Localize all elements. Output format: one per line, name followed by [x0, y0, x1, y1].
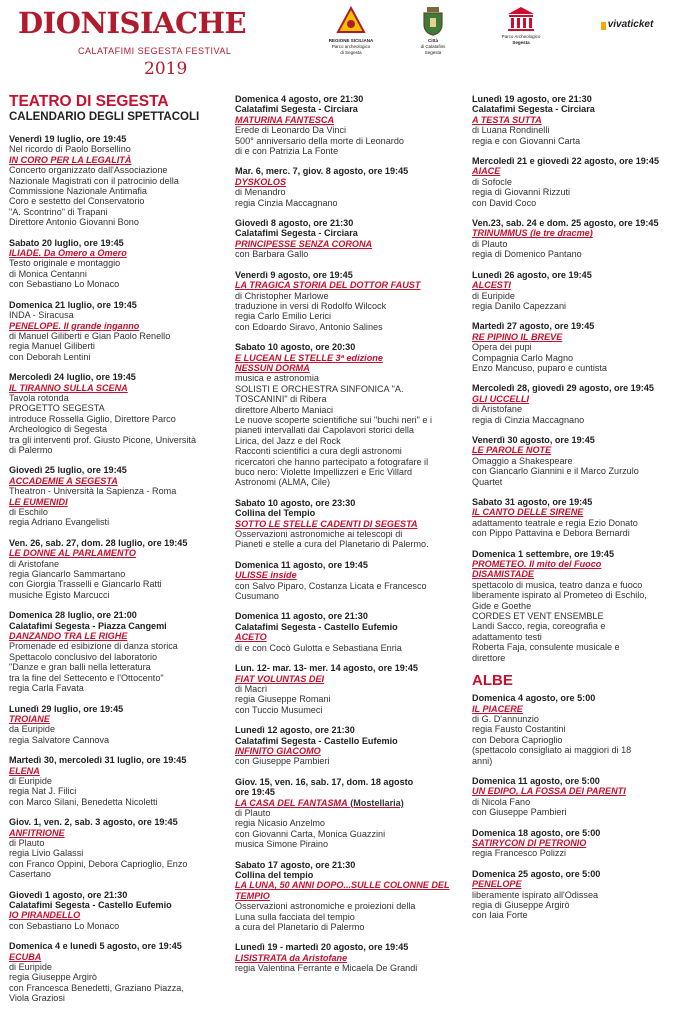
- event-date: Domenica 21 luglio, ore 19:45: [9, 299, 137, 310]
- event-detail: Racconti scientifici a cura degli astronomi: [235, 446, 402, 457]
- event-date: Giovedì 1 agosto, ore 21:30: [9, 889, 128, 900]
- event-item: [472, 549, 672, 663]
- event-item: [235, 94, 467, 156]
- sponsor-line: Parco Archeologico: [501, 34, 541, 39]
- festival-header: [0, 0, 678, 90]
- event-title: RE PIPINO IL BREVE: [472, 331, 563, 342]
- event-detail: tra gli interventi prof. Giusto Picone, Università: [9, 434, 197, 445]
- event-title: ALCESTI: [472, 280, 511, 291]
- event-detail: Compagnia Carlo Magno: [472, 352, 574, 363]
- event-item: [472, 776, 672, 818]
- event-item: [235, 498, 467, 550]
- event-title: ACETO: [235, 632, 267, 643]
- event-detail: regia Livio Galassi: [9, 848, 84, 859]
- event-detail: Omaggio a Shakespeare: [472, 455, 573, 466]
- event-venue: Calatafimi Segesta - Circiara: [235, 228, 358, 239]
- event-detail: di Euripide: [9, 775, 52, 786]
- event-venue: Calatafimi Segesta - Castello Eufemio: [235, 735, 398, 746]
- event-date: Domenica 11 agosto, ore 19:45: [235, 559, 368, 570]
- event-detail: PROGETTO SEGESTA: [9, 403, 105, 414]
- event-venue: Calatafimi Segesta - Circiara: [235, 104, 358, 115]
- event-detail: Pianeti e stelle a cura del Planetario di Palermo.: [235, 539, 429, 550]
- event-item: [235, 942, 467, 973]
- event-detail: Casertano: [9, 869, 51, 880]
- event-title: FIAT VOLUNTAS DEI: [235, 673, 325, 684]
- event-detail: a cura del Planetario di Palermo: [235, 922, 365, 933]
- event-date: Martedì 27 agosto, ore 19:45: [472, 321, 595, 332]
- event-item: [235, 166, 467, 208]
- event-detail: traduzione in versi di Rodolfo Wilcock: [235, 300, 387, 311]
- event-detail: regia Adriano Evangelisti: [9, 517, 110, 528]
- event-title: ANFITRIONE: [9, 827, 65, 838]
- event-detail: con Giancarlo Giannini e il Marco Zurzulo: [472, 466, 639, 477]
- event-date: Domenica 11 agosto, ore 21:30: [235, 611, 368, 622]
- event-detail: di Manuel Giliberti e Gian Paolo Renello: [9, 330, 171, 341]
- event-detail: con Debora Caprioglio: [472, 734, 563, 745]
- festival-subtitle: CALATAFIMI SEGESTA FESTIVAL: [78, 46, 232, 56]
- event-title: GLI UCCELLI: [472, 393, 530, 404]
- column-3: [472, 94, 672, 931]
- event-item: [472, 693, 672, 766]
- event-date: Martedì 30, mercoledì 31 luglio, ore 19:45: [9, 755, 187, 766]
- event-date: Mercoledì 28, giovedì 29 agosto, ore 19:45: [472, 383, 654, 394]
- event-detail: Promenade ed esibizione di danza storica: [9, 641, 178, 652]
- event-date: Ven. 26, sab. 27, dom. 28 luglio, ore 19:45: [9, 537, 188, 548]
- event-date: Lunedì 26 agosto, ore 19:45: [472, 269, 592, 280]
- event-title: ILIADE. Da Omero a Omero: [9, 248, 127, 259]
- event-title: TRINUMMUS (le tre dracme): [472, 228, 593, 239]
- event-detail: con Marco Silani, Benedetta Nicoletti: [9, 796, 158, 807]
- event-title: IN CORO PER LA LEGALITÀ: [9, 154, 132, 165]
- event-title-suffix: (Mostellaria): [347, 797, 404, 808]
- event-detail: regia di Giovanni Rizzuti: [472, 187, 571, 198]
- sponsor-vivaticket: [598, 19, 656, 31]
- event-detail: musiche Egisto Marcucci: [9, 589, 110, 600]
- event-title: LE PAROLE NOTE: [472, 445, 552, 456]
- event-detail: regia Giancarlo Sammartano: [9, 569, 126, 580]
- event-list: [9, 134, 231, 1004]
- event-date: Domenica 25 agosto, ore 5:00: [472, 868, 601, 879]
- event-detail: musica e astronomia: [235, 373, 319, 384]
- event-item: [235, 860, 467, 933]
- event-item: [9, 890, 231, 932]
- event-detail: con Iaia Forte: [472, 910, 528, 921]
- event-venue: Collina del Tempio: [235, 508, 316, 519]
- section-subtitle: CALENDARIO DEGLI SPETTACOLI: [9, 111, 200, 123]
- event-title: DYSKOLOS: [235, 176, 287, 187]
- event-detail: di G. D'annunzio: [472, 713, 539, 724]
- event-detail: Quartet: [472, 476, 503, 487]
- event-date: Domenica 18 agosto, ore 5:00: [472, 827, 601, 838]
- event-detail: regia Nat J. Filici: [9, 786, 77, 797]
- event-detail: di Christopher Marlowe: [235, 290, 329, 301]
- event-detail: regia Salvatore Cannova: [9, 734, 110, 745]
- column-2: [235, 94, 467, 984]
- event-date: Ven.23, sab. 24 e dom. 25 agosto, ore 19:45: [472, 218, 659, 229]
- event-detail: di Menandro: [235, 187, 286, 198]
- event-detail: di Plauto: [235, 807, 271, 818]
- event-item: [472, 270, 672, 312]
- event-date: Domenica 4 agosto, ore 5:00: [472, 693, 596, 704]
- event-date: Mercoledì 24 luglio, ore 19:45: [9, 372, 136, 383]
- event-item: [472, 869, 672, 921]
- event-title: DISAMISTADE: [472, 569, 534, 580]
- event-detail: con Deborah Lentini: [9, 351, 91, 362]
- event-detail: di Luana Rondinelli: [472, 125, 550, 136]
- event-detail: adattamento teatrale e regia Ezio Donato: [472, 517, 638, 528]
- event-date: Sabato 10 agosto, ore 23:30: [235, 497, 356, 508]
- event-detail: spettacolo di musica, teatro danza e fuoco: [472, 579, 643, 590]
- event-detail: anni): [472, 755, 493, 766]
- event-title: LA LUNA, 50 ANNI DOPO...SULLE COLONNE DEL TEMPIO: [235, 880, 450, 901]
- event-date: Sabato 31 agosto, ore 19:45: [472, 497, 593, 507]
- event-detail: ricercatori che hanno partecipato a fotografare il: [235, 456, 429, 467]
- event-detail: Opera dei pupi: [472, 342, 532, 353]
- event-detail: CORDES ET VENT ENSEMBLE: [472, 611, 604, 622]
- event-detail: Erede di Leonardo Da Vinci: [235, 125, 347, 136]
- event-detail: con Giorgia Trasselli e Giancarlo Ratti: [9, 579, 162, 590]
- event-detail: Osservazioni astronomiche e proiezioni della: [235, 901, 416, 912]
- event-detail: regia e con Giovanni Carta: [472, 135, 581, 146]
- albe-section-title: ALBE: [472, 672, 513, 690]
- parco-segesta-temple-icon: [507, 6, 535, 32]
- event-detail: Landi Sacco, regia, coreografia e: [472, 621, 606, 632]
- event-detail: di Palermo: [9, 444, 53, 455]
- event-item: [472, 156, 672, 208]
- event-item: [472, 218, 672, 260]
- event-title: IO PIRANDELLO: [9, 910, 81, 921]
- event-detail: direttore: [472, 652, 506, 663]
- event-date: Venerdì 9 agosto, ore 19:45: [235, 269, 353, 280]
- event-item: [9, 817, 231, 879]
- event-detail: regia di Cinzia Maccagnano: [472, 414, 585, 425]
- event-detail: con Sebastiano Lo Monaco: [9, 279, 120, 290]
- event-item: [9, 238, 231, 290]
- event-date: Domenica 1 settembre, ore 19:45: [472, 548, 615, 559]
- albe-event-list: [472, 693, 672, 921]
- event-detail: regia Manuel Giliberti: [9, 341, 95, 352]
- event-date: Lunedì 19 - martedì 20 agosto, ore 19:45: [235, 942, 409, 953]
- sponsor-line: Parco archeologico: [331, 44, 371, 49]
- event-detail: Astronomi (ALMA, Cile): [235, 477, 331, 488]
- event-item: [9, 704, 231, 746]
- event-detail: regia Danilo Capezzani: [472, 300, 567, 311]
- event-title: AIACE: [472, 166, 501, 177]
- event-detail: "Danze e gran balli nella letteratura: [9, 662, 151, 673]
- event-detail: INDA - Siracusa: [9, 310, 74, 321]
- event-date: Sabato 20 luglio, ore 19:45: [9, 237, 124, 248]
- event-date: Giov. 1, ven. 2, sab. 3 agosto, ore 19:45: [9, 817, 178, 828]
- event-detail: regia Carla Favata: [9, 683, 84, 694]
- event-item: [235, 777, 467, 850]
- sponsor-line: Segesta: [512, 40, 530, 45]
- event-date: Lunedì 12 agosto, ore 21:30: [235, 725, 355, 736]
- festival-name: DIONISIACHE: [18, 6, 247, 40]
- event-detail: Gide e Goethe: [472, 600, 532, 611]
- event-detail: Coro e sestetto del Conservatorio: [9, 196, 145, 207]
- event-item: [472, 94, 672, 146]
- event-detail: Enzo Mancuso, puparo e cuntista: [472, 362, 607, 373]
- event-detail: di Sofocle: [472, 176, 512, 187]
- event-item: [235, 663, 467, 715]
- event-item: [235, 342, 467, 488]
- event-title: LA TRAGICA STORIA DEL DOTTOR FAUST: [235, 280, 421, 291]
- event-item: [235, 270, 467, 332]
- event-title: LE EUMENIDI: [9, 496, 68, 507]
- event-detail: con Salvo Piparo, Costanza Licata e Francesco: [235, 580, 427, 591]
- event-venue: Collina del tempio: [235, 870, 314, 880]
- sponsor-line: di Calatafimi: [420, 44, 446, 49]
- event-detail: Concerto organizzato dall'Associazione: [9, 165, 168, 176]
- event-date: Domenica 11 agosto, ore 5:00: [472, 775, 600, 786]
- event-detail: liberamente ispirato all'Odissea: [472, 889, 599, 900]
- event-detail: di Monica Centanni: [9, 268, 87, 279]
- event-date: Lunedì 19 agosto, ore 21:30: [472, 94, 592, 104]
- regione-siciliana-logo-icon: [336, 6, 366, 36]
- sponsor-line: Segesta: [424, 50, 442, 55]
- event-item: [472, 497, 672, 539]
- event-date: Lun. 12- mar. 13- mer. 14 agosto, ore 19:45: [235, 663, 418, 674]
- sponsor-calatafimi: [410, 6, 456, 56]
- event-detail: regia di Giuseppe Argirò: [472, 900, 570, 910]
- event-detail: Nel ricordo di Paolo Borsellino: [9, 144, 131, 155]
- event-detail: TOSCANINI" di Ribera: [235, 394, 327, 405]
- event-detail: Le nuove scoperte scientifiche sui "buchi neri" e i: [235, 414, 433, 425]
- event-detail: pianeti intervallati dai Capolavori storici della: [235, 425, 414, 436]
- event-item: [9, 300, 231, 362]
- event-title: UN EDIPO, LA FOSSA DEI PARENTI: [472, 786, 626, 797]
- event-title: ACCADEMIE A SEGESTA: [9, 475, 118, 486]
- event-detail: 500° anniversario della morte di Leonardo: [235, 135, 404, 146]
- event-title: ECUBA: [9, 951, 42, 962]
- event-detail: di Plauto: [9, 837, 45, 848]
- event-item: [9, 755, 231, 807]
- sponsor-parco-segesta: [496, 6, 546, 46]
- vivaticket-label: vivaticket: [607, 19, 654, 31]
- event-detail: con Edoardo Siravo, Antonio Salines: [235, 321, 383, 332]
- event-detail: con Tuccio Musumeci: [235, 704, 323, 715]
- event-item: [9, 372, 231, 455]
- event-title: IL CANTO DELLE SIRENE: [472, 507, 584, 518]
- event-item: [235, 560, 467, 602]
- event-venue: ore 19:45: [235, 787, 275, 798]
- event-venue: Calatafimi Segesta - Piazza Cangemi: [9, 620, 167, 631]
- event-detail: Spettacolo conclusivo del laboratorio: [9, 651, 158, 662]
- event-detail: Cusumano: [235, 591, 279, 602]
- event-list: [235, 94, 467, 974]
- event-detail: di Aristofane: [472, 404, 523, 415]
- event-date: Domenica 4 agosto, ore 21:30: [235, 94, 364, 104]
- event-item: [235, 725, 467, 767]
- event-detail: Testo originale e montaggio: [9, 258, 121, 269]
- event-title: PENELOPE. Il grande inganno: [9, 320, 140, 331]
- event-detail: con Francesca Benedetti, Graziano Piazza,: [9, 982, 184, 993]
- event-detail: regia Nicasio Anzelmo: [235, 818, 325, 829]
- event-detail: regia Giuseppe Romani: [235, 694, 331, 705]
- event-detail: di Plauto: [472, 238, 508, 249]
- event-detail: di Euripide: [472, 290, 515, 301]
- sponsor-regione-siciliana: [318, 6, 384, 56]
- event-detail: regia Valentina Ferrante e Micaela De Grandi: [235, 963, 418, 974]
- event-date: Domenica 28 luglio, ore 21:00: [9, 610, 137, 621]
- event-item: [472, 321, 672, 373]
- event-detail: liberamente ispirato al Prometeo di Eschilo,: [472, 590, 647, 601]
- event-detail: di Euripide: [9, 962, 52, 973]
- event-detail: di Macrì: [235, 683, 268, 694]
- event-date: Sabato 10 agosto, ore 20:30: [235, 342, 356, 353]
- event-title: ULISSE inside: [235, 570, 297, 581]
- event-date: Venerdì 19 luglio, ore 19:45: [9, 134, 127, 144]
- event-title: SATIRYCON DI PETRONIO: [472, 837, 587, 848]
- event-detail: tra la fine del Settecento e l'Ottocento": [9, 672, 164, 683]
- event-detail: Nazionale Magistrati con il patrocinio della: [9, 175, 179, 186]
- event-title: ELENA: [9, 765, 40, 776]
- event-detail: con Giuseppe Pambieri: [472, 807, 567, 818]
- event-date: Giovedì 8 agosto, ore 21:30: [235, 218, 354, 229]
- event-detail: con Pippo Pattavina e Debora Bernardi: [472, 528, 630, 539]
- event-detail: di Nicola Fano: [472, 796, 531, 807]
- event-detail: con Giuseppe Pambieri: [235, 756, 330, 767]
- event-detail: regia Francesco Polizzi: [472, 848, 567, 859]
- event-title: INFINITO GIACOMO: [235, 745, 321, 756]
- festival-year: 2019: [144, 59, 188, 79]
- event-detail: Viola Graziosi: [9, 993, 65, 1004]
- event-item: [9, 610, 231, 693]
- event-detail: regia Fausto Costantini: [472, 724, 566, 735]
- sponsor-line: REGIONE SICILIANA: [328, 38, 374, 43]
- event-detail: direttore Alberto Maniaci: [235, 404, 334, 415]
- event-title: LE DONNE AL PARLAMENTO: [9, 548, 136, 559]
- event-item: [472, 383, 672, 425]
- event-date: Giovedì 25 luglio, ore 19:45: [9, 465, 127, 476]
- event-detail: SOLISTI E ORCHESTRA SINFONICA "A.: [235, 383, 404, 394]
- event-detail: con Barbara Gallo: [235, 249, 309, 260]
- event-title: NESSUN DORMA: [235, 362, 310, 373]
- event-detail: con Franco Oppini, Debora Caprioglio, Enzo: [9, 858, 188, 869]
- event-detail: regia Cinzia Maccagnano: [235, 197, 338, 208]
- event-item: [9, 134, 231, 228]
- event-detail: regia Carlo Emilio Lerici: [235, 311, 332, 322]
- event-title: TROIANE: [9, 713, 50, 724]
- event-detail: Osservazioni astronomiche ai telescopi di: [235, 529, 403, 540]
- event-detail: con David Coco: [472, 197, 537, 208]
- event-date: Mercoledì 21 e giovedì 22 agosto, ore 19:45: [472, 156, 659, 167]
- vivaticket-icon: [601, 22, 606, 30]
- event-date: Giov. 15, ven. 16, sab. 17, dom. 18 agosto: [235, 776, 414, 787]
- event-title: LISISTRATA da Aristofane: [235, 952, 348, 963]
- event-item: [235, 218, 467, 260]
- event-date: Venerdì 30 agosto, ore 19:45: [472, 434, 595, 445]
- event-venue: Calatafimi Segesta - Castello Eufemio: [235, 621, 398, 632]
- event-venue: Calatafimi Segesta - Circiara: [472, 104, 595, 115]
- event-venue: Calatafimi Segesta - Castello Eufemio: [9, 900, 172, 910]
- event-detail: Roberta Faja, consulente musicale e: [472, 642, 620, 653]
- event-title: SOTTO LE STELLE CADENTI DI SEGESTA: [235, 518, 418, 529]
- calatafimi-crest-icon: [422, 6, 444, 36]
- event-date: Lunedì 29 luglio, ore 19:45: [9, 703, 124, 714]
- event-detail: regia Giuseppe Argirò: [9, 972, 97, 983]
- event-detail: buco nero: Violette Impellizzeri e Eric Villard: [235, 467, 413, 477]
- event-title: MATURINA FANTESCA: [235, 114, 335, 125]
- event-detail: Commissione Nazionale Antimafia: [9, 186, 147, 197]
- event-item: [9, 465, 231, 527]
- event-detail: Luna sulla facciata del tempio: [235, 911, 355, 922]
- event-list: [472, 94, 672, 663]
- event-title: A TESTA SUTTA: [472, 114, 542, 125]
- event-detail: di e con Patrizia La Fonte: [235, 146, 339, 157]
- event-title: IL PIACERE: [472, 703, 523, 714]
- event-item: [472, 435, 672, 487]
- event-detail: di Eschilo: [9, 507, 48, 517]
- event-item: [9, 538, 231, 600]
- event-detail: con Giovanni Carta, Monica Guazzini: [235, 828, 386, 839]
- event-detail: Direttore Antonio Giovanni Bono: [9, 217, 139, 228]
- event-detail: Archeologico di Segesta: [9, 424, 108, 435]
- event-detail: Theatron - Università la Sapienza - Roma: [9, 486, 177, 497]
- event-detail: regia di Domenico Pantano: [472, 249, 582, 260]
- event-title: E LUCEAN LE STELLE 3ª edizione: [235, 352, 383, 363]
- event-detail: da Euripide: [9, 724, 56, 735]
- event-item: [472, 828, 672, 859]
- section-title: TEATRO DI SEGESTA: [9, 93, 169, 110]
- event-detail: di e con Cocò Gulotta e Sebastiana Enria: [235, 642, 402, 653]
- event-date: Sabato 17 agosto, ore 21:30: [235, 859, 356, 870]
- event-detail: Tavola rotonda: [9, 392, 69, 403]
- event-item: [235, 611, 467, 653]
- event-detail: musica Simone Piraino: [235, 839, 328, 850]
- sponsor-line: di Segesta: [340, 50, 362, 55]
- event-detail: (spettacolo consigliato ai maggiori di 18: [472, 745, 632, 756]
- event-detail: Lirica, del Jazz e del Rock: [235, 435, 341, 446]
- event-detail: di Aristofane: [9, 558, 60, 569]
- event-item: [9, 941, 231, 1003]
- event-detail: "A. Scontrino" di Trapani: [9, 206, 108, 217]
- column-1: [9, 94, 231, 1014]
- event-date: Mar. 6, merc. 7, giov. 8 agosto, ore 19:45: [235, 166, 409, 177]
- event-detail: con Sebastiano Lo Monaco: [9, 920, 120, 931]
- event-title: PROMETEO. Il mito del Fuoco: [472, 559, 602, 570]
- event-title: LA CASA DEL FANTASMA (Mostellaria): [235, 797, 404, 808]
- event-date: Domenica 4 e lunedì 5 agosto, ore 19:45: [9, 941, 182, 952]
- sponsor-line: Città: [428, 38, 438, 43]
- event-title: PRINCIPESSE SENZA CORONA: [235, 238, 373, 249]
- event-title: IL TIRANNO SULLA SCENA: [9, 382, 128, 393]
- event-title: DANZANDO TRA LE RIGHE: [9, 631, 128, 642]
- event-detail: introduce Rossella Giglio, Direttore Parco: [9, 413, 176, 424]
- event-title: PENELOPE: [472, 879, 522, 890]
- event-detail: adattamento testi: [472, 631, 542, 642]
